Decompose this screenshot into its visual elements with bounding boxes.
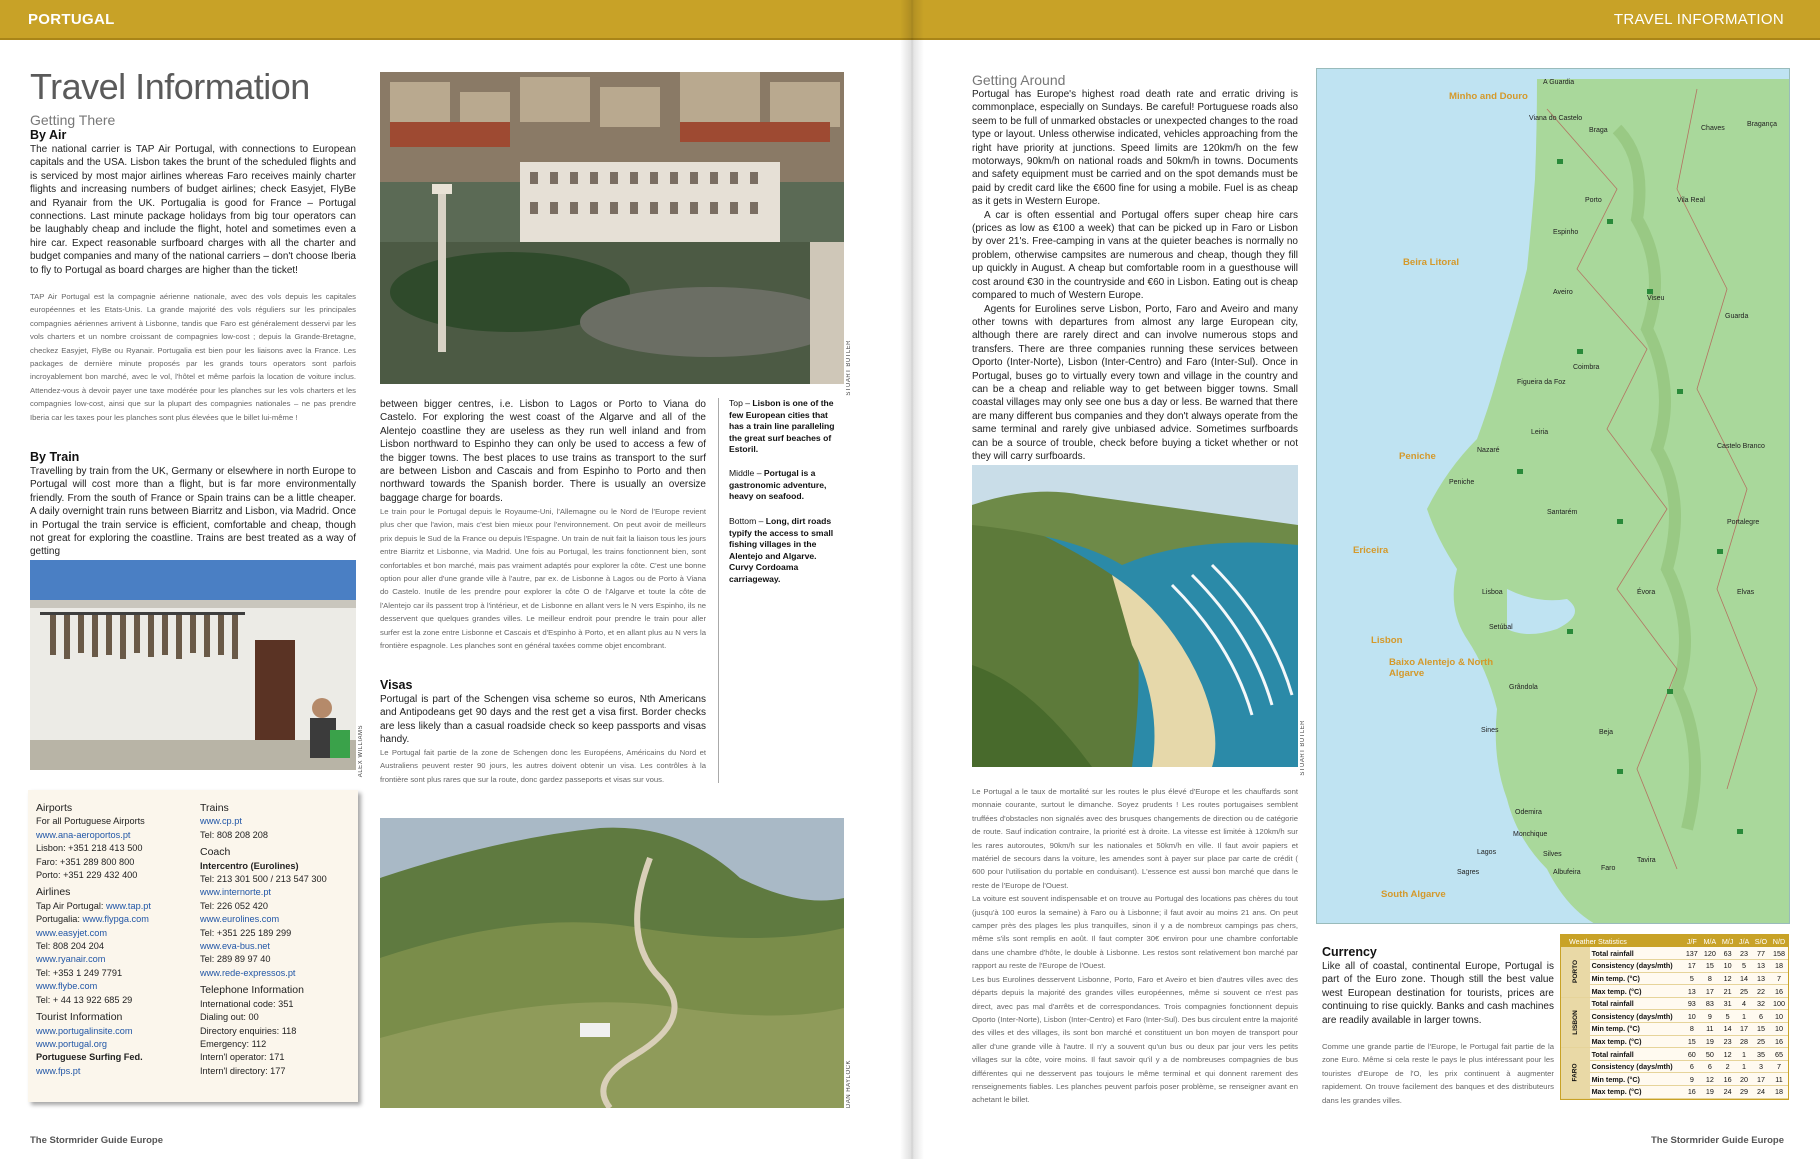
weather-value: 24 [1719,1086,1736,1099]
weather-value: 13 [1683,985,1701,998]
contact-link[interactable]: www.eva-bus.net [200,941,270,952]
weather-value: 16 [1719,1073,1736,1086]
map-town: Viana do Castelo [1529,115,1583,122]
contact-text: Intern'l directory: 177 [200,1065,286,1076]
weather-value: 7 [1770,1060,1788,1073]
weather-row [1561,1023,1788,1036]
weather-value: 18 [1770,960,1788,973]
map-town: Grândola [1509,684,1538,691]
photo-credit-lisbon: STUART BUTLER [846,340,852,396]
map-town: Tavira [1637,857,1656,864]
getting-around-para-3: Agents for Eurolines serve Lisbon, Porto, Faro and Aveiro and many other towns with departures from almost any large European city, although there are rarely direct and can involve numerous stops and transfers. There are three companies running these services between Oporto (Inter-Norte), Lisbon (Inter-Centro) and Faro (Inter-Sul). Once in Portugal, buses go to virtually every town and village in the country and can be a cheap and reliable way to get between bigger towns. Small coastal villages may only see one bus a day or less. Be warned that there are many different bus companies and they don't always operate from the same terminal and rarely give unbiased advice. Sometimes surfboards can be a source of trouble, check before buying a ticket whether or not they will carry surfboards. [972,303,1298,462]
page-title: Travel Information [30,66,310,107]
currency-text-fr: Comme une grande partie de l'Europe, le Portugal fait partie de la zone Euro. Même si cela reste le pays le plus intéressant pour les touristes d'Europe de l'O, les prix continuent à augmenter rapidement. On trouve facilement des banques et des distributeurs dans les grandes villes. [1322,1042,1554,1105]
weather-value: 16 [1770,1035,1788,1048]
weather-col-header: J/A [1736,935,1752,947]
weather-col-header: S/O [1752,935,1770,947]
weather-value: 16 [1683,1086,1701,1099]
weather-value: 1 [1736,1048,1752,1061]
currency-heading: Currency [1322,945,1377,959]
map-town: Silves [1543,851,1562,858]
contacts-column-1 [36,798,196,1078]
caption-top-pos: Top – [729,398,753,408]
map-town: Sines [1481,727,1499,734]
by-train-text: Travelling by train from the UK, Germany or elsewhere in north Europe to Portugal will cost more than a flight, but is far more environmentally friendly. From the south of France or Spain trains can be a little cheaper. A daily overnight train runs between Biarritz and Lisbon, via Madrid. Once in Portugal the train service is efficient, comfortable and cheap, though not great for exploring the coastline. Trains are best treated as a way of getting [30,466,356,558]
weather-value: 23 [1736,947,1752,960]
weather-table-body [1561,947,1788,1098]
map-town: A Guardia [1543,79,1575,86]
caption-top [729,398,841,456]
map-region-beira: Beira Litoral [1403,257,1459,268]
map-town: Porto [1585,197,1602,204]
by-air-text-fr: TAP Air Portugal est la compagnie aérienne nationale, avec des vols depuis les capitales européennes et les Etats-Unis. La grande majorité des vols réguliers sur les principales compagnies aériennes arrivent à Lisbonne, tandis que Faro est généralement desservi par les vols charters et un nombre croissant de compagnies low-cost ; depuis la Grande-Bretagne, checkez Easyjet, FlyBe ou Ryanair. Portugalia est bien pour les liaisons avec la France. Les packages de dernière minute proposés par les grands tours operators sont parfois incroyablement bon marché, avec le vol, l'hôtel et même parfois la location de voiture inclus. Attendez-vous à devoir payer une taxe modérée pour les planches sur les vols charters et les compagnies low-cost, ainsi que sur la plupart des compagnies nationales – ne pas prendre Iberia car les taxes pour les planches sont plus élevées que le billet lui-même ! [30,292,356,422]
footer-left: The Stormrider Guide Europe [30,1135,164,1146]
weather-value: 13 [1752,960,1770,973]
contact-text: Tel: 213 301 500 / 213 547 300 [200,874,327,885]
caption-middle [729,468,841,503]
getting-around-text-fr [972,785,1298,1107]
weather-row-label: Max temp. (°C) [1590,985,1683,998]
weather-row-label: Min temp. (°C) [1590,1073,1683,1086]
caption-bottom-pos: Bottom – [729,516,766,526]
weather-table [1561,935,1788,1099]
weather-value: 1 [1736,1060,1752,1073]
weather-value: 77 [1752,947,1770,960]
contact-text: Emergency: 112 [200,1038,267,1049]
map-town: Évora [1637,589,1656,596]
contact-text: For all Portuguese Airports [36,816,145,827]
map-town: Peniche [1449,479,1475,486]
contact-text: Tel: 226 052 420 [200,900,268,911]
contact-link[interactable]: www.eurolines.com [200,914,280,925]
weather-value: 25 [1736,985,1752,998]
weather-value: 63 [1719,947,1736,960]
contact-link[interactable]: www.portugal.org [36,1038,107,1049]
contact-link[interactable]: www.ryanair.com [36,954,106,965]
weather-value: 60 [1683,1048,1701,1061]
contact-link[interactable]: www.cp.pt [200,816,242,827]
caption-top-text: Lisbon is one of the few European cities that has a train line paralleling the great surf beaches of Estoril. [729,398,835,455]
weather-col-header: J/F [1683,935,1701,947]
weather-value: 15 [1683,1035,1701,1048]
map-town: Faro [1601,865,1616,872]
photo-credit-beach: STUART BUTLER [1300,720,1306,776]
map-region-minho: Minho and Douro [1449,91,1528,102]
contact-text: International code: 351 [200,998,294,1009]
weather-value: 3 [1752,1060,1770,1073]
weather-value: 20 [1736,1073,1752,1086]
weather-row [1561,960,1788,973]
weather-value: 17 [1683,960,1701,973]
visas-heading: Visas [380,678,413,692]
weather-city-label: FARO [1571,1063,1579,1082]
contact-heading: Airports [36,802,73,814]
weather-row-label: Total rainfall [1590,947,1683,960]
currency-text: Like all of coastal, continental Europe, Portugal is part of the Euro zone. Though still the best value west European destination for tourists, prices are continuing to rise quickly. Banks and cash machines are readily available in larger towns. [1322,961,1554,1026]
contact-text: Tel: + 44 13 922 685 29 [36,994,133,1005]
weather-row [1561,1086,1788,1099]
weather-value: 24 [1752,1086,1770,1099]
contact-text: Tel: 289 89 97 40 [200,954,271,965]
weather-table-title: Weather Statistics [1561,935,1683,947]
contact-heading: Telephone Information [200,984,304,997]
map-town: Lagos [1477,849,1497,856]
book-gutter [900,0,924,1159]
weather-value: 50 [1701,1048,1719,1061]
weather-row-label: Total rainfall [1590,1048,1683,1061]
weather-city [1561,947,1590,997]
weather-value: 25 [1752,1035,1770,1048]
contact-text: Faro: +351 289 800 800 [36,856,135,867]
weather-value: 5 [1736,960,1752,973]
map-town: Portalegre [1727,519,1760,526]
map-town: Elvas [1737,589,1755,596]
column-divider [718,398,719,783]
weather-value: 28 [1736,1035,1752,1048]
section-label-right: TRAVEL INFORMATION [1613,10,1784,28]
map-town: Aveiro [1553,289,1573,296]
dirt-road-photo [380,818,844,1108]
weather-value: 32 [1752,997,1770,1010]
weather-row [1561,997,1788,1010]
weather-table-header [1561,935,1788,947]
weather-value: 9 [1701,1010,1719,1023]
weather-row-label: Max temp. (°C) [1590,1035,1683,1048]
contact-link[interactable]: www.tap.pt [105,900,151,911]
contact-airline-row[interactable] [36,900,196,913]
map-town: Nazaré [1477,447,1500,454]
weather-row-label: Consistency (days/mth) [1590,960,1683,973]
weather-value: 5 [1719,1010,1736,1023]
map-town: Castelo Branco [1717,443,1765,450]
beach-photo [972,465,1298,767]
weather-row [1561,1035,1788,1048]
weather-value: 19 [1701,1035,1719,1048]
weather-col-header: M/A [1701,935,1719,947]
weather-value: 10 [1719,960,1736,973]
getting-around-para-1: Portugal has Europe's highest road death rate and erratic driving is commonplace, especially on Sundays. Be careful! Portuguese roads also seem to be full of unmarked obstacles or unexpected changes to the road type or layout. Unless otherwise indicated, vehicles approaching from the right have priority at junctions. Speed limits are 120km/h on the few motorways, 90km/h on national roads and 50km/h in towns. Documents and safety equipment must be carried and on the spot demands must be paid by credit card like the €600 fine for using a mobile. Fuel is as cheap as it gets in Western Europe. [972,89,1298,208]
weather-value: 14 [1719,1023,1736,1036]
getting-around-fr-2: La voiture est souvent indispensable et on trouve au Portugal des locations pas chères du tout (jusqu'à 100 euros la semaine) à Faro ou à Lisbonne; il faut avoir au moins 21 ans. On peut camper près des plages les plus tranquilles, sinon il y a de nombreux campings pas chers, même s'ils sont remplis en août. Il faut compter 30€ environ pour une chambre confortable dans une chambre d'hôte, le double à Lisbonne. Les restos sont relativement bon marché par rapport au reste de l'Europe de l'Ouest. [972,894,1298,971]
caption-bottom [729,516,841,586]
weather-row-label: Min temp. (°C) [1590,1023,1683,1036]
caption-middle-text: Portugal is a gastronomic adventure, heavy on seafood. [729,468,827,502]
weather-value: 13 [1752,972,1770,985]
weather-value: 16 [1770,985,1788,998]
weather-row-label: Consistency (days/mth) [1590,1060,1683,1073]
contact-text: Tel: 808 208 208 [200,829,268,840]
map-town: Albufeira [1553,869,1581,876]
weather-value: 10 [1683,1010,1701,1023]
contact-heading: Airlines [36,886,71,899]
getting-around-para-2: A car is often essential and Portugal offers super cheap hire cars (prices as low as €100 a week) that can be picked up in Faro or Lisbon by over 21's. Free-camping in vans at the quieter beaches is normally no problem, otherwise campsites are numerous and cheap, though they fill up quickly in August. A cheap but comfortable room in a guesthouse will cost around €30 in the countryside and €60 in Lisbon. Eating out is cheap compared to much of Western Europe. [972,209,1298,302]
map-town: Leiria [1531,429,1549,436]
weather-city [1561,997,1590,1047]
section-label: PORTUGAL [28,10,115,28]
map-illustration [1317,69,1790,924]
weather-city-label: LISBON [1571,1010,1579,1035]
weather-row-label: Min temp. (°C) [1590,972,1683,985]
contact-airline-row[interactable] [36,913,196,926]
weather-row [1561,972,1788,985]
map-town: Vila Real [1677,197,1705,204]
weather-row [1561,1060,1788,1073]
weather-value: 158 [1770,947,1788,960]
contact-link[interactable]: www.flybe.com [36,981,98,992]
weather-value: 1 [1736,1010,1752,1023]
weather-value: 10 [1770,1010,1788,1023]
getting-there-heading: Getting There [30,112,116,128]
contact-link[interactable]: www.portugalinsite.com [36,1025,133,1036]
map-town: Chaves [1701,125,1725,132]
contact-link[interactable]: www.internorte.pt [200,887,271,898]
weather-value: 17 [1701,985,1719,998]
map-region-baixo-alentejo: Baixo Alentejo & North Algarve [1389,657,1494,679]
weather-value: 100 [1770,997,1788,1010]
weather-row [1561,1048,1788,1061]
weather-value: 2 [1719,1060,1736,1073]
weather-value: 5 [1683,972,1701,985]
contact-text: Lisbon: +351 218 413 500 [36,843,143,854]
contact-link[interactable]: www.fps.pt [36,1065,81,1076]
weather-col-header: M/J [1719,935,1736,947]
contact-text: Dialing out: 00 [200,1012,259,1023]
contact-link[interactable]: www.flypga.com [82,914,149,925]
map-town: Lisboa [1482,589,1503,596]
weather-value: 23 [1719,1035,1736,1048]
contact-link[interactable]: www.ana-aeroportos.pt [36,829,131,840]
weather-value: 17 [1736,1023,1752,1036]
portugal-map [1316,68,1790,924]
footer-right: The Stormrider Guide Europe [1650,1135,1784,1146]
weather-value: 83 [1701,997,1719,1010]
contact-label: Tap Air Portugal: [36,900,106,911]
map-region-south-algarve: South Algarve [1381,889,1446,900]
weather-row [1561,985,1788,998]
weather-value: 65 [1770,1048,1788,1061]
contacts-column-2 [200,798,355,1078]
dirt-road-illustration [380,818,844,1108]
contact-link[interactable]: www.easyjet.com [36,927,107,938]
weather-value: 11 [1701,1023,1719,1036]
getting-around-heading: Getting Around [972,72,1066,88]
by-train-text-fr: Le train pour le Portugal depuis le Royaume-Uni, l'Allemagne ou le Nord de l'Europe revient plus cher que l'avion, mais c'est bien mieux pour l'environnement. On peut avoir de meilleurs prix depuis le Sud de la France ou depuis l'Espagne. Un train de nuit fait la liaison tous les jours entre Biarritz et Lisbonne, via Madrid. Une fois au Portugal, les trains fonctionnent bien, sont confortables et bon marché, mais pas vraiment adaptés pour explorer la côte. C'est une bonne option pour aller d'une grande ville à l'autre, par ex. de Lisbonne à Lagos ou de Porto à Viana do Castelo. Inutile de les prendre pour explorer la côte O de l'Algarve et toute la côte de l'Alentejo car ils passent trop à l'intérieur, et de Lisbonne en allant vers le N vers Espinho, ils ne desservent que quelques grandes villes. Le meilleur endroit pour prendre le train pour aller surfer est la zone entre Lisbonne et Cascais et d'Espinho à Porto, et en allant plus au N vers la frontière espagnole. Les planches sont en général taxées comme objet encombrant. [380,507,706,651]
by-train-text-cont: between bigger centres, i.e. Lisbon to Lagos or Porto to Viana do Castelo. For exploring the west coast of the Algarve and all of the Alentejo coastline they are useless as they run well inland and from Lisbon northward to Espinho they can only be used to access a few of the bigger towns. The best places to use trains as transport to the surf are between Lisbon and Cascais and from Espinho to Porto and then northward towards the Spanish border. There is usually an oversize baggage charge for boards. [380,399,706,504]
by-train-heading: By Train [30,450,80,464]
weather-value: 137 [1683,947,1701,960]
photo-credit-road: DAN HAYLOCK [846,1060,852,1109]
weather-statistics-table [1560,934,1789,1100]
photo-credit-fish: ALEX WILLIAMS [358,725,364,778]
weather-col-header: N/D [1770,935,1788,947]
drying-fish-illustration [30,560,356,770]
weather-value: 6 [1752,1010,1770,1023]
weather-value: 7 [1770,972,1788,985]
getting-around-fr-3: Les bus Eurolines desservent Lisbonne, Porto, Faro et Aveiro et bien d'autres villes avec des départs depuis la majorité des grandes villes européennes, même si souvent ce n'est pas direct, avec pas mal d'arrêts et de correspondances. Trois compagnies fonctionnent depuis Oporto (Inter-Norte), Lisbon (Inter-Centro) et Faro (Inter-Sul). Des bus circulent entre la majorité des villes et des villages, ils sont bon marché et constituent un bon moyen de transport pour aller d'une grande ville à l'autre. Il n'y a souvent qu'un bus ou deux par jour vers les petits villages sur la côte, voire moins. Il faut savoir qu'il y a de nombreuses compagnies de bus différentes qui ne desservent pas toujours le même terminal et qui donnent rarement des renseignements fiables. Les planches peuvent parfois poser problème, se renseigner avant en achetant le billet. [972,974,1298,1105]
map-town: Odemira [1515,809,1542,816]
map-town: Viseu [1647,295,1665,302]
weather-city [1561,1048,1590,1098]
visas-text-fr: Le Portugal fait partie de la zone de Schengen donc les Européens, Américains du Nord et Australiens peuvent rester 90 jours, les autres doivent obtenir un visa. Les contrôles à la frontière sont plus rares que sur la route, donc gardez passeports et visas sur vous. [380,748,706,784]
weather-value: 31 [1719,997,1736,1010]
map-town: Santarém [1547,509,1578,516]
weather-value: 18 [1770,1086,1788,1099]
caption-bottom-text: Long, dirt roads typify the access to small fishing villages in the Alentejo and Algarve. Curvy Cordoama carriageway. [729,516,834,584]
getting-around-text [972,88,1298,463]
map-town: Beja [1599,729,1614,736]
left-page [0,0,908,1159]
map-town: Braga [1589,127,1608,134]
weather-value: 19 [1701,1086,1719,1099]
weather-value: 11 [1770,1073,1788,1086]
map-town: Sagres [1457,869,1480,876]
weather-value: 8 [1701,972,1719,985]
contact-text: Porto: +351 229 432 400 [36,870,138,881]
weather-value: 35 [1752,1048,1770,1061]
visas-text: Portugal is part of the Schengen visa scheme so euros, Nth Americans and Antipodeans get 90 days and the rest get a visa first. Border checks are less likely than a casual roadside check so keep passports and visas handy. [380,694,706,746]
weather-value: 6 [1683,1060,1701,1073]
beach-illustration [972,465,1298,767]
contact-text: Directory enquiries: 118 [200,1025,297,1036]
drying-fish-photo [30,560,356,770]
map-town: Coimbra [1573,364,1600,371]
weather-value: 10 [1770,1023,1788,1036]
weather-value: 4 [1736,997,1752,1010]
contact-heading: Tourist Information [36,1011,123,1024]
map-town: Figueira da Foz [1517,379,1566,386]
weather-value: 12 [1701,1073,1719,1086]
weather-row-label: Max temp. (°C) [1590,1086,1683,1099]
map-town: Espinho [1553,229,1579,236]
weather-value: 21 [1719,985,1736,998]
map-town: Bragança [1747,121,1777,128]
map-region-ericeira: Ericeira [1353,545,1389,556]
contact-label: Portugalia: [36,914,83,925]
contact-link[interactable]: www.rede-expressos.pt [200,967,296,978]
weather-value: 15 [1701,960,1719,973]
contact-heading: Coach [200,846,231,859]
weather-row [1561,1010,1788,1023]
weather-value: 29 [1736,1086,1752,1099]
map-town: Guarda [1725,313,1749,320]
lisbon-photo [380,72,844,384]
by-air-heading: By Air [30,128,67,142]
map-town: Setúbal [1489,624,1513,631]
weather-value: 14 [1736,972,1752,985]
weather-row-label: Consistency (days/mth) [1590,1010,1683,1023]
contact-company: Intercentro (Eurolines) [200,860,299,871]
weather-value: 17 [1752,1073,1770,1086]
weather-value: 12 [1719,1048,1736,1061]
contact-company: Portuguese Surfing Fed. [36,1052,143,1063]
contact-text: Tel: +351 225 189 299 [200,927,292,938]
weather-value: 9 [1683,1073,1701,1086]
map-town: Monchique [1513,831,1548,838]
caption-middle-pos: Middle – [729,468,764,478]
header-bar-right [908,0,1820,40]
weather-value: 93 [1683,997,1701,1010]
by-air-text: The national carrier is TAP Air Portugal, with connections to European capitals and the USA. Lisbon takes the brunt of the scheduled flights and is serviced by most major airlines whereas Faro receives mainly charter flights and increasing numbers of budget airlines; check Easyjet, FlyBe and Ryanair from the UK. Portugalia is good for France – Portugal connections. Last minute package holidays from big tour operators can be laughably cheap and include the flight, hotel and sometimes even a hire car. Expect reasonable surfboard charges with all the charter and budget companies and many of the national carriers – don't choose Iberia to fly to Portugal as board charges are higher than the ticket! [30,144,356,276]
weather-value: 15 [1752,1023,1770,1036]
weather-row-label: Total rainfall [1590,997,1683,1010]
contact-heading: Trains [200,802,229,814]
weather-value: 6 [1701,1060,1719,1073]
contact-text: Intern'l operator: 171 [200,1052,285,1063]
lisbon-illustration [380,72,844,384]
weather-row [1561,947,1788,960]
weather-value: 22 [1752,985,1770,998]
map-region-peniche: Peniche [1399,451,1436,462]
header-bar-left [0,0,908,40]
getting-around-fr-1: Le Portugal a le taux de mortalité sur les routes le plus élevé d'Europe et les chauffards sont monnaie courante, surtout le dimanche. Soyez prudents ! Les routes portugaises semblent truffées d'obstacles non signalés avec des brusques changements de direction ou de catégorie de route. Sauf indication contraire, la priorité est à droite. La vitesse est limitée à 120km/h sur les rares autoroutes, 90km/h sur les nationales et 50km/h en ville. Il faut avoir papiers et matériel de secours dans la voiture, les amendes sont à payer sur place par carte de crédit ( 600 pour l'utilisation du portable en conduisant). L'essence est aussi bon marché que dans le reste de l'Europe de l'Ouest. [972,787,1298,890]
weather-value: 8 [1683,1023,1701,1036]
map-region-lisbon: Lisbon [1371,635,1403,646]
weather-row [1561,1073,1788,1086]
weather-value: 12 [1719,972,1736,985]
contact-text: Tel: +353 1 249 7791 [36,967,123,978]
contact-text: Tel: 808 204 204 [36,941,104,952]
contacts-box [28,790,358,1102]
weather-value: 120 [1701,947,1719,960]
weather-city-label: PORTO [1571,960,1579,984]
